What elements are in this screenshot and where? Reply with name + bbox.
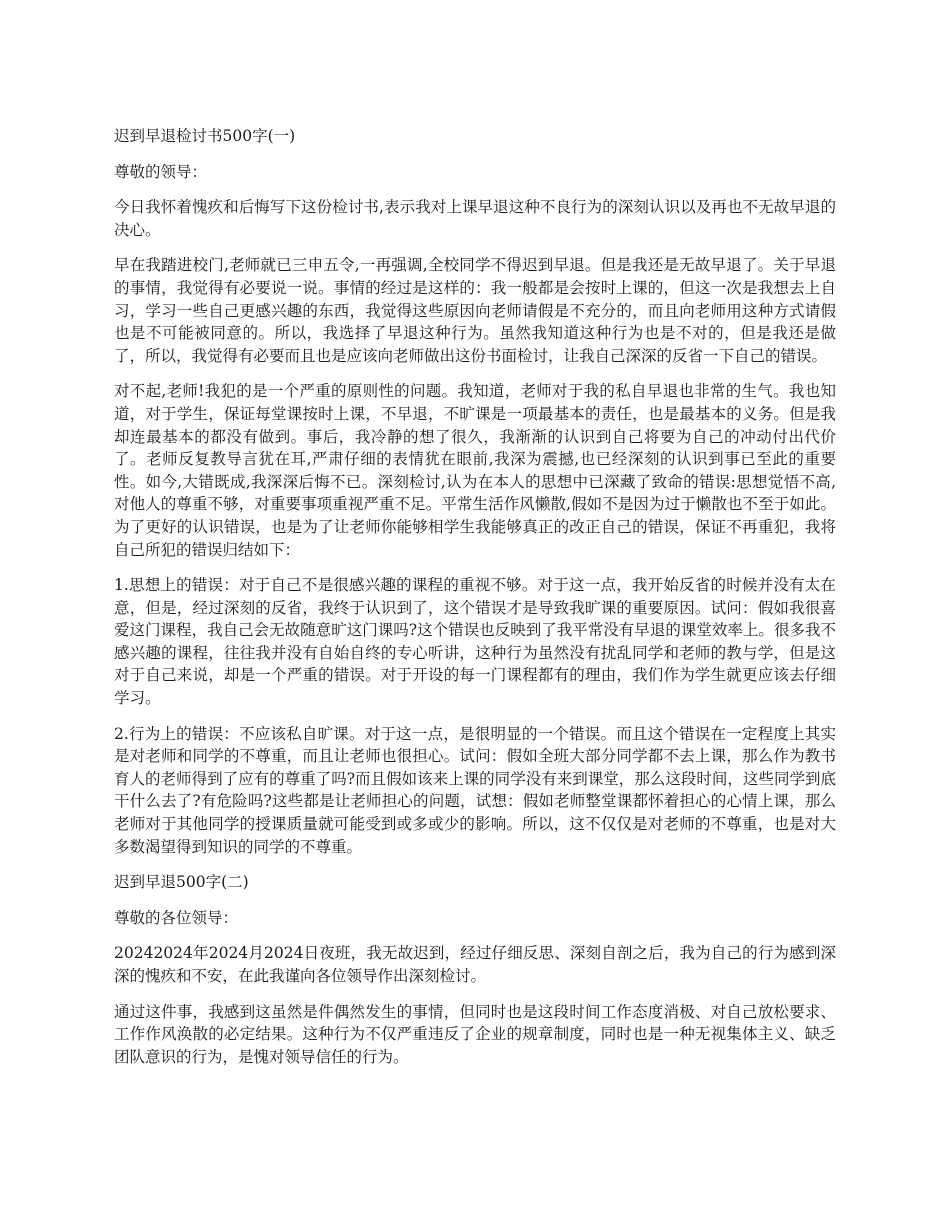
paragraph: 通过这件事，我感到这虽然是件偶然发生的事情，但同时也是这段时间工作态度消极、对自己放松要求、工作作风涣散的必定结果。这种行为不仅严重违反了企业的规章制度，同时也是一种无视集体主义、缺乏团队意识的行为，是愧对领导信任的行为。: [114, 1002, 836, 1066]
paragraph: 20242024年2024月2024日夜班，我无故迟到，经过仔细反思、深刻自剖之后，我为自己的行为感到深深的愧疚和不安，在此我谨向各位领导作出深刻检讨。: [114, 944, 836, 985]
greeting-2: 尊敬的各位领导：: [114, 908, 239, 927]
paragraph: 对不起,老师!我犯的是一个严重的原则性的问题。我知道，老师对于我的私自早退也非常的生气。我也知道，对于学生，保证每堂课按时上课，不早退，不旷课是一项最基本的责任，也是最基本的义务。但是我却连最基本的都没有做到。事后，我冷静的想了很久，我渐渐的认识到自己将要为自己的冲动付出代价了。老师反复教导言犹在耳,严肃仔细的表情犹在眼前,我深为震撼,也已经深刻的认识到事已至此的重要性。如今,大错既成,我深深后悔不已。深刻检讨,认为在本人的思想中已深藏了致命的错误:思想觉悟不高,对他人的尊重不够，对重要事项重视严重不足。平常生活作风懒散,假如不是因为过于懒散也不至于如此。为了更好的认识错误，也是为了让老师你能够相学生我能够真正的改正自己的错误，保证不再重犯，我将自己所犯的错误归结如下：: [114, 382, 836, 559]
paragraph: 早在我踏进校门,老师就已三申五令,一再强调,全校同学不得迟到早退。但是我还是无故早退了。关于早退的事情，我觉得有必要说一说。事情的经过是这样的：我一般都是会按时上课的，但这一次是我想去上自习，学习一些自己更感兴趣的东西，我觉得这些原因向老师请假是不充分的，而且向老师用这种方式请假也是不可能被同意的。所以，我选择了早退这种行为。虽然我知道这种行为也是不对的，但是我还是做了，所以，我觉得有必要而且也是应该向老师做出这份书面检讨，让我自己深深的反省一下自己的错误。: [114, 256, 836, 365]
greeting-1: 尊敬的领导：: [114, 162, 208, 181]
paragraph: 今日我怀着愧疚和后悔写下这份检讨书,表示我对上课早退这种不良行为的深刻认识以及再也不无故早退的决心。: [114, 198, 836, 239]
section-title-2: 迟到早退500字(二): [114, 873, 249, 892]
section-title-1: 迟到早退检讨书500字(一): [114, 127, 296, 145]
paragraph: 2.行为上的错误：不应该私自旷课。对于这一点，是很明显的一个错误。而且这个错误在一定程度上其实是对老师和同学的不尊重，而且让老师也很担心。试问：假如全班大部分同学都不去上课，那么作为教书育人的老师得到了应有的尊重了吗?而且假如该来上课的同学没有来到课堂，那么这段时间，这些同学到底干什么去了?有危险吗?这些都是让老师担心的问题，试想：假如老师整堂课都怀着担心的心情上课，那么老师对于其他同学的授课质量就可能受到或多或少的影响。所以，这不仅仅是对老师的不尊重，也是对大多数渴望得到知识的同学的不尊重。: [114, 724, 836, 856]
paragraph: 1.思想上的错误：对于自己不是很感兴趣的课程的重视不够。对于这一点，我开始反省的时候并没有太在意，但是，经过深刻的反省，我终于认识到了，这个错误才是导致我旷课的重要原因。试问：假如我很喜爱这门课程，我自己会无故随意旷这门课吗?这个错误也反映到了我平常没有早退的课堂效率上。很多我不感兴趣的课程，往往我并没有自始自终的专心听讲，这种行为虽然没有扰乱同学和老师的教与学，但是这对于自己来说，却是一个严重的错误。对于开设的每一门课程都有的理由，我们作为学生就更应该去仔细学习。: [114, 576, 836, 708]
